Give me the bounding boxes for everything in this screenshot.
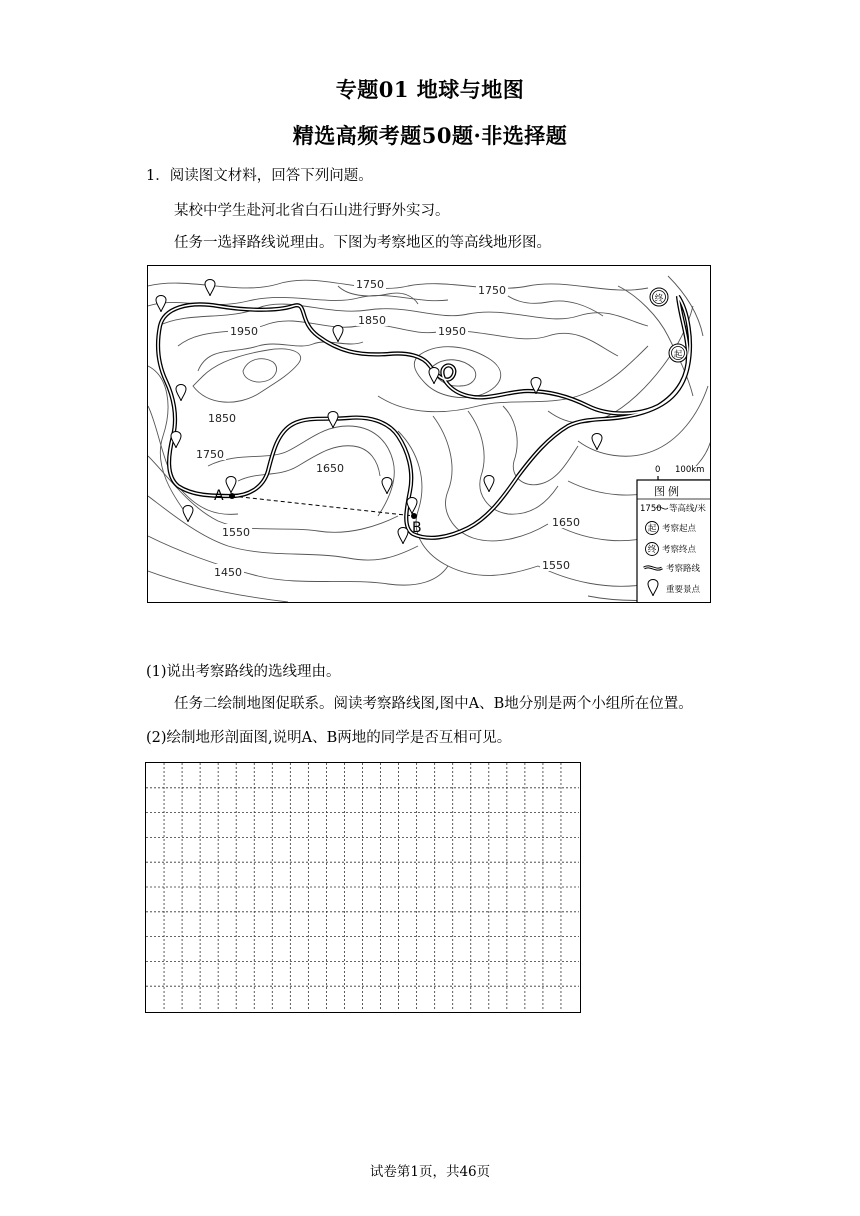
page-title: 专题01 地球与地图: [335, 77, 525, 102]
contour-label: 1850: [208, 412, 236, 425]
legend-contour-text: 等高线/米: [669, 504, 706, 514]
profile-drawing-grid[interactable]: [145, 762, 581, 1013]
question-stem: 1．阅读图文材料，回答下列问题。: [146, 168, 373, 184]
material-paragraph-3: 任务二绘制地图促联系。阅读考察路线图,图中A、B地分别是两个小组所在位置。: [174, 696, 693, 712]
scale-zero: 0: [655, 465, 661, 475]
scale-label: 100km: [675, 465, 705, 475]
material-paragraph-1: 某校中学生赴河北省白石山进行野外实习。: [174, 203, 450, 219]
scenic-spot-icon: [333, 326, 343, 343]
scenic-spot-icon: [226, 477, 236, 494]
scenic-spot-icon: [183, 506, 193, 523]
contour-label: 1550: [222, 526, 250, 539]
material-paragraph-2: 任务一选择路线说理由。下图为考察地区的等高线地形图。: [174, 235, 551, 251]
point-b-dot: [411, 513, 417, 519]
point-a-dot: [229, 493, 235, 499]
grid-svg: [146, 763, 579, 1011]
start-marker: [669, 344, 687, 362]
svg-text:终: 终: [647, 545, 657, 555]
scenic-spot-icon: [156, 296, 166, 313]
page-subtitle: 精选高频考题50题·非选择题: [292, 123, 568, 148]
start-marker-label: 起: [673, 350, 683, 360]
legend-contour-value: 1750: [640, 504, 662, 514]
end-marker: [650, 288, 668, 306]
map-legend: [637, 480, 711, 603]
scenic-spot-icon: [176, 385, 186, 402]
contour-label: 1750: [196, 448, 224, 461]
legend-title: 图例: [654, 485, 682, 498]
sub-question-1: (1)说出考察路线的选线理由。: [146, 664, 341, 680]
scenic-spot-icon: [484, 476, 494, 493]
contour-label: 1650: [552, 516, 580, 529]
contour-map-svg: [148, 266, 711, 603]
scenic-spot-icon: [328, 412, 338, 429]
point-a-label: A: [214, 488, 224, 504]
contour-label: 1650: [316, 462, 344, 475]
ab-dashed-line: [232, 496, 414, 516]
contour-label: 1750: [356, 278, 384, 291]
contour-label: 1950: [438, 325, 466, 338]
point-b-label: B: [412, 520, 422, 536]
contour-label: 1450: [214, 566, 242, 579]
sub-question-2: (2)绘制地形剖面图,说明A、B两地的同学是否互相可见。: [146, 730, 512, 746]
scenic-spot-icon: [592, 434, 602, 451]
contour-map: [147, 265, 711, 603]
end-marker-label: 终: [654, 294, 664, 304]
legend-spot-text: 重要景点: [666, 585, 701, 595]
scenic-spot-icon: [398, 528, 408, 545]
contour-label: 1850: [358, 314, 386, 327]
contour-label: 1950: [230, 325, 258, 338]
legend-start-text: 考察起点: [662, 524, 697, 534]
legend-end-text: 考察终点: [662, 545, 697, 555]
contour-label: 1550: [542, 559, 570, 572]
svg-text:起: 起: [647, 524, 657, 534]
page-footer: 试卷第1页，共46页: [369, 1164, 491, 1180]
contour-label: 1750: [478, 284, 506, 297]
legend-route-text: 考察路线: [666, 564, 701, 574]
scenic-spot-icon: [429, 368, 439, 385]
scenic-spot-icon: [205, 280, 215, 297]
